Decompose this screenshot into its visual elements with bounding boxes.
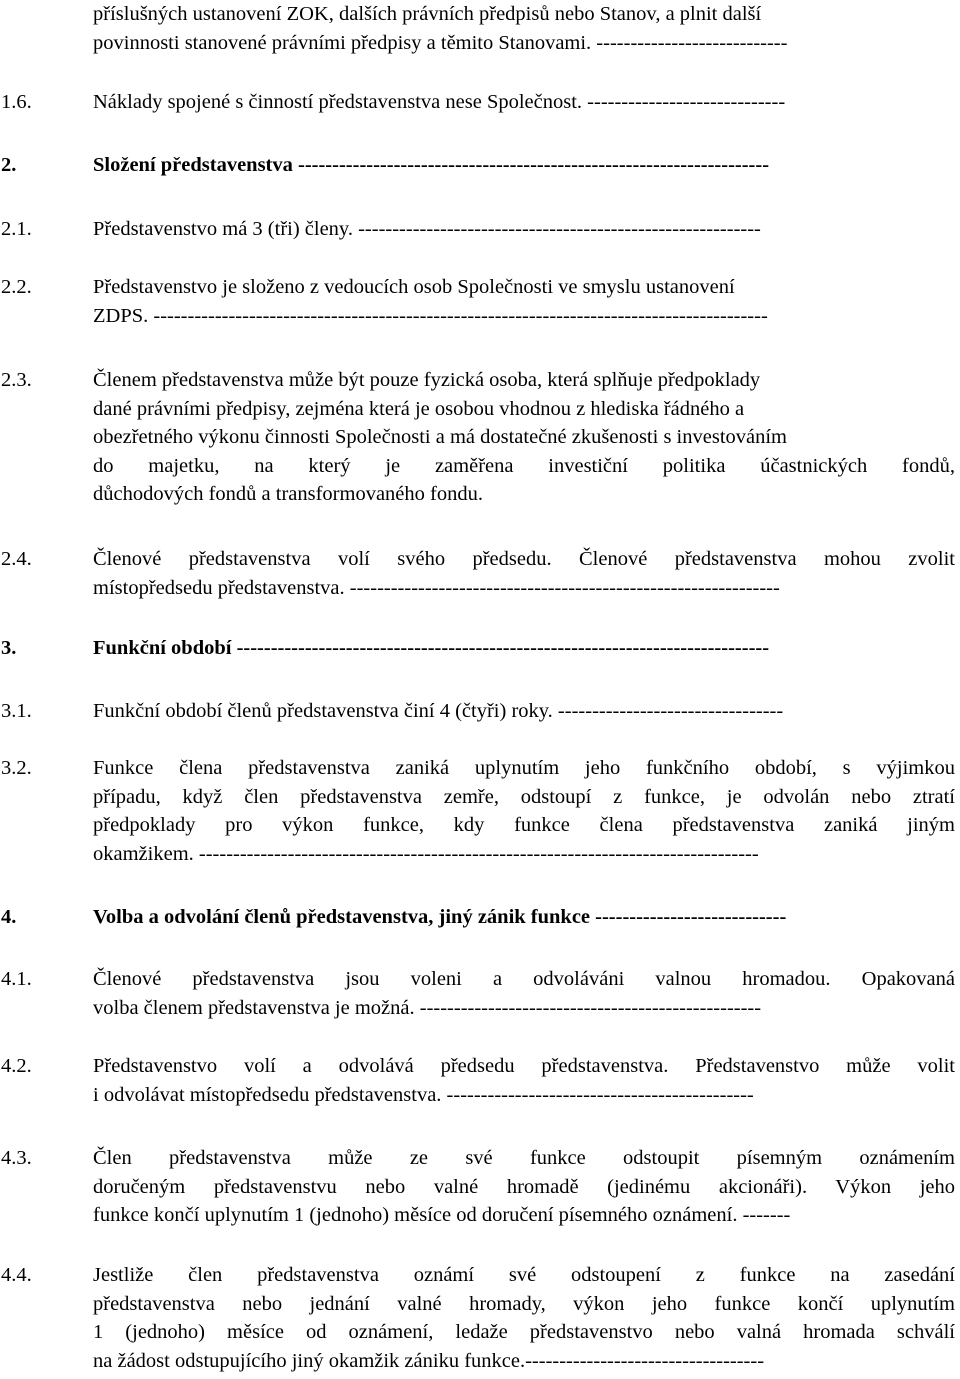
section-line: i odvolávat místopředsedu představenstva. --------------------------------------------- [93,1083,754,1106]
section-line: funkce končí uplynutím 1 (jednoho) měsíce od doručení písemného oznámení. ------- [93,1204,791,1226]
heading-number: 3. [1,637,17,659]
heading-text: Funkční období ------------------------------------------------------------------------------ [93,637,770,659]
section-line: představenstva nebo jednání valné hromady, výkon jeho funkce končí uplynutím [93,1292,955,1315]
section-2-4 [0,545,956,602]
section-line: Funkční období členů představenstva činí 4 (čtyři) roky. --------------------------------- [93,700,784,722]
section-line: do majetku, na který je zaměřena investiční politika účastnických fondů, [93,454,955,477]
section-line: Představenstvo má 3 (tři) členy. ----------------------------------------------------------- [93,218,761,240]
heading-2 [0,151,956,180]
section-line: volba členem představenstva je možná. -------------------------------------------------- [93,996,762,1019]
section-line: Členové představenstva volí svého předsedu. Členové představenstva mohou zvolit [93,548,955,570]
section-number: 2.1. [1,218,32,240]
section-line: na žádost odstupujícího jiný okamžik zániku funkce.----------------------------------- [93,1349,765,1372]
heading-number: 4. [1,906,17,928]
section-number: 1.6. [1,91,32,113]
section-number: 3.2. [1,757,32,779]
section-line: Jestliže člen představenstva oznámí své odstoupení z funkce na zasedání [93,1264,955,1286]
section-number: 2.4. [1,548,32,570]
section-line: dané právními předpisy, zejména která je osobou vhodnou z hlediska řádného a [93,397,745,420]
section-line: místopředsedu představenstva. --------------------------------------------------------------- [93,576,780,599]
section-number: 2.2. [1,276,32,298]
section-2-3 [0,366,956,509]
section-2-1 [0,215,956,244]
section-line: Členové představenstva jsou voleni a odvoláváni valnou hromadou. Opakovaná [93,968,955,990]
intro-line: povinnosti stanovené právními předpisy a těmito Stanovami. ---------------------------- [93,31,788,54]
heading-number: 2. [1,154,17,176]
section-number: 4.4. [1,1264,32,1286]
intro-line: příslušných ustanovení ZOK, dalších právních předpisů nebo Stanov, a plnit další [93,3,762,25]
section-3-1 [0,697,956,726]
section-4-2 [0,1052,956,1109]
section-line: obezřetného výkonu činnosti Společnosti a má dostatečné zkušenosti s investováním [93,426,788,448]
section-line: Představenstvo volí a odvolává předsedu představenstva. Představenstvo může volit [93,1055,955,1077]
section-number: 4.1. [1,968,32,990]
heading-4 [0,903,956,932]
heading-text: Volba a odvolání členů představenstva, jiný zánik funkce ---------------------------- [93,906,787,928]
section-line: 1 (jednoho) měsíce od oznámení, ledaže představenstvo nebo valná hromada schválí [93,1321,955,1343]
section-line: předpoklady pro výkon funkce, kdy funkce člena představenstva zaniká jiným [93,814,955,836]
section-line: doručeným představenstvu nebo valné hromadě (jedinému akcionáři). Výkon jeho [93,1175,955,1198]
section-line: Představenstvo je složeno z vedoucích osob Společnosti ve smyslu ustanovení [93,276,735,298]
section-line: Členem představenstva může být pouze fyzická osoba, která splňuje předpoklady [93,369,761,391]
section-line: Člen představenstva může ze své funkce odstoupit písemným oznámením [93,1147,955,1169]
section-4-3 [0,1144,956,1230]
heading-text: Složení představenstva --------------------------------------------------------------------- [93,154,770,176]
heading-3 [0,634,956,663]
section-number: 3.1. [1,700,32,722]
section-number: 4.2. [1,1055,32,1077]
section-line: případu, když člen představenstva zemře, odstoupí z funkce, je odvolán nebo ztratí [93,785,955,808]
section-line: okamžikem. ---------------------------------------------------------------------------------- [93,842,759,865]
section-3-2 [0,754,956,868]
section-2-2 [0,273,956,330]
section-4-4 [0,1261,956,1375]
section-line: Funkce člena představenstva zaniká uplynutím jeho funkčního období, s výjimkou [93,757,955,779]
section-1-6 [0,88,956,117]
intro-paragraph [0,0,956,57]
section-number: 2.3. [1,369,32,391]
section-line: Náklady spojené s činností představenstva nese Společnost. ----------------------------- [93,91,786,113]
section-line: ZDPS. ------------------------------------------------------------------------------------------ [93,304,768,327]
section-number: 4.3. [1,1147,32,1169]
section-4-1 [0,965,956,1022]
section-line: důchodových fondů a transformovaného fondu. [93,483,483,505]
